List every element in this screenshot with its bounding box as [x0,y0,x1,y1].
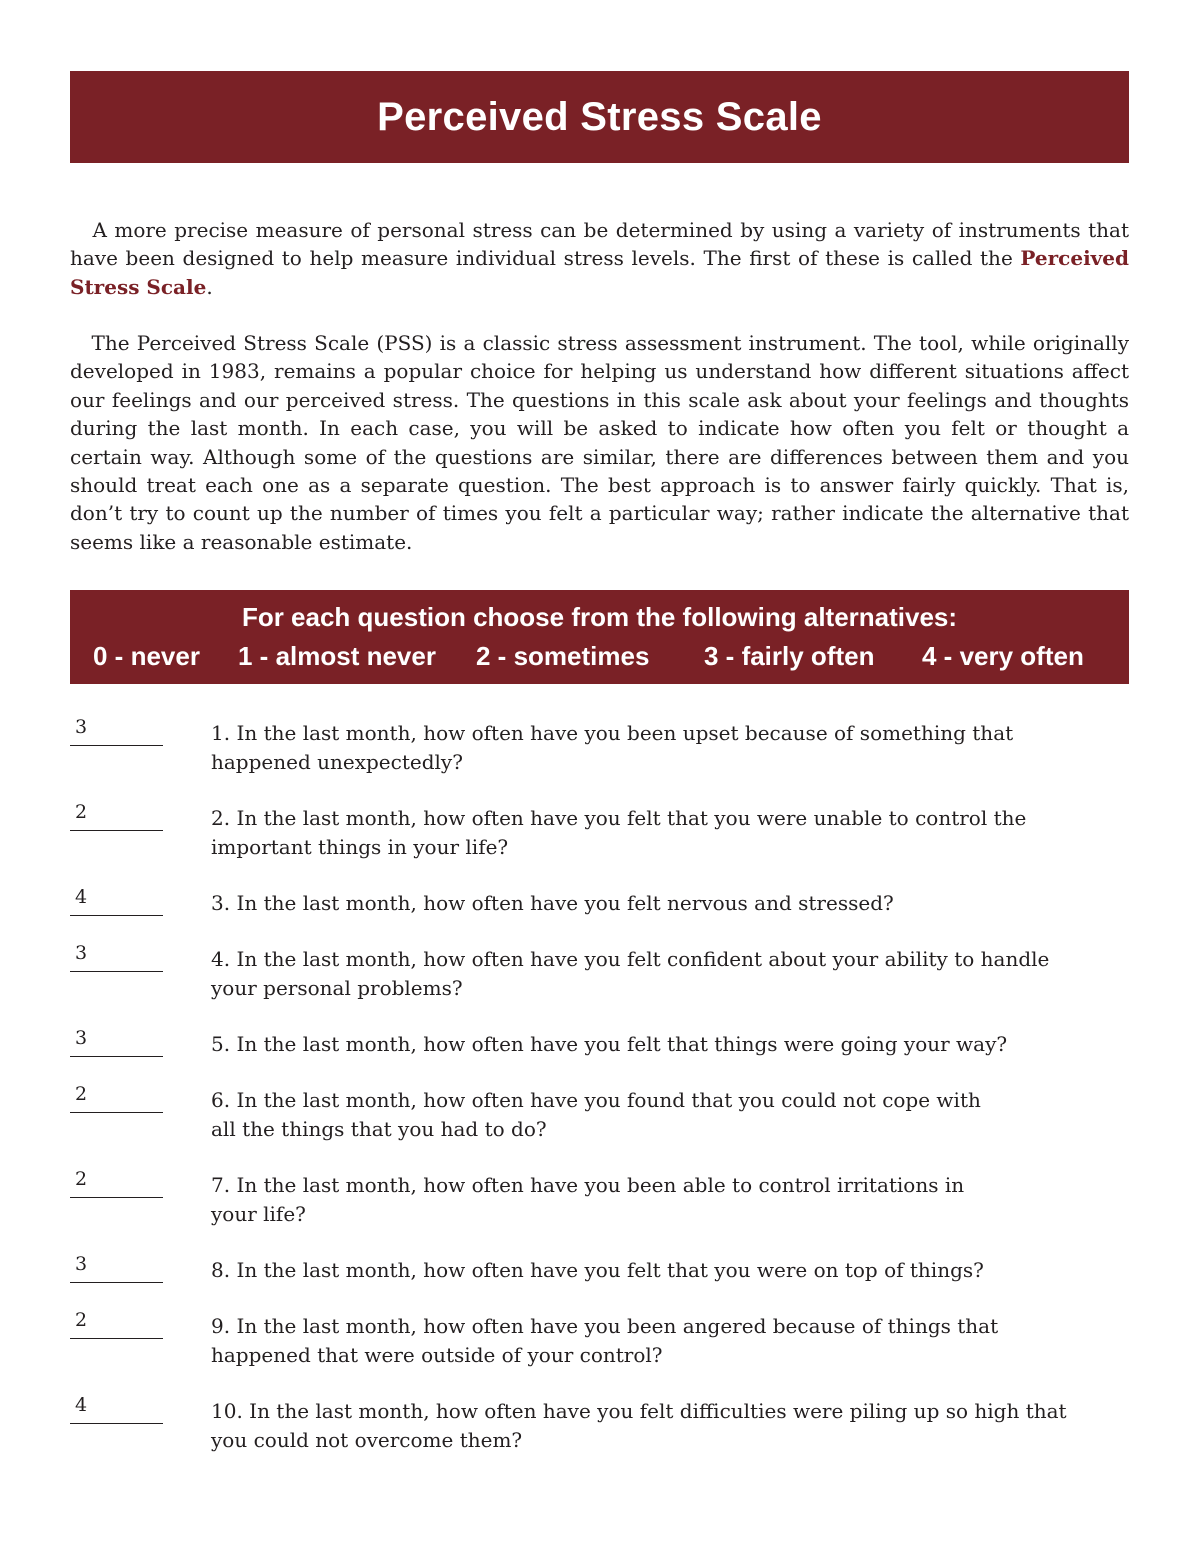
alternative-option-1: 1 - almost never [238,641,436,671]
alternative-option-3: 3 - fairly often [704,641,875,671]
question-text: 3. In the last month, how often have you felt nervous and stressed? [211,891,894,915]
intro-paragraph-2 [70,329,1129,556]
question-text: 6. In the last month, how often have you found that you could not cope with all the things that you had to do? [211,1088,981,1141]
answer-field[interactable]: 2 [70,801,163,831]
alternative-option-2: 2 - sometimes [476,641,650,671]
question-text: 5. In the last month, how often have you felt that things were going your way? [211,1032,1008,1056]
answer-field[interactable]: 3 [70,716,163,746]
question-text: 10. In the last month, how often have you felt difficulties were piling up so high that you could not overcome them? [211,1399,1067,1452]
intro-paragraph-1 [70,216,1129,301]
alternative-option-0: 0 - never [93,641,200,671]
title-banner [70,71,1129,163]
answer-field[interactable]: 2 [70,1309,163,1339]
question-text: 9. In the last month, how often have you been angered because of things that happened that were outside of your control? [211,1314,999,1367]
alternatives-heading: For each question choose from the following alternatives: [241,602,958,632]
intro-paragraph-1-end: . [206,274,213,299]
page-title: Perceived Stress Scale [377,94,822,139]
alternatives-banner [70,590,1129,684]
alternative-option-4: 4 - very often [922,641,1084,671]
answer-field[interactable]: 4 [70,1394,163,1424]
question-text: 8. In the last month, how often have you felt that you were on top of things? [211,1258,984,1282]
question-text: 7. In the last month, how often have you been able to control irritations in your life? [211,1173,965,1226]
answer-field[interactable]: 3 [70,1253,163,1283]
answer-field[interactable]: 2 [70,1083,163,1113]
intro-paragraph-1-text: A more precise measure of personal stress can be determined by using a variety of instruments that have been designed to help measure individual stress levels. The first of these is called the [70,218,1129,271]
intro-paragraph-2-text: The Perceived Stress Scale (PSS) is a classic stress assessment instrument. The tool, while originally developed in 1983, remains a popular choice for helping us understand how different situations affect our feelings and our perceived stress. The questions in this scale ask about your feelings and thoughts during the last month. In each case, you will be asked to indicate how often you felt or thought a certain way. Although some of the questions are similar, there are differences between them and you should treat each one as a separate question. The best approach is to answer fairly quickly. That is, don’t try to count up the number of times you felt a particular way; rather indicate the alternative that seems like a reasonable estimate. [70,331,1129,554]
question-text: 4. In the last month, how often have you felt confident about your ability to handle your personal problems? [211,947,1050,1000]
answer-field[interactable]: 2 [70,1168,163,1198]
scale-name-highlight: Perceived Stress Scale [70,246,1129,299]
answer-field[interactable]: 3 [70,942,163,972]
question-text: 1. In the last month, how often have you been upset because of something that happened unexpectedly? [211,721,1014,774]
question-text: 2. In the last month, how often have you felt that you were unable to control the important things in your life? [211,806,1027,859]
answer-field[interactable]: 4 [70,886,163,916]
answer-field[interactable]: 3 [70,1027,163,1057]
